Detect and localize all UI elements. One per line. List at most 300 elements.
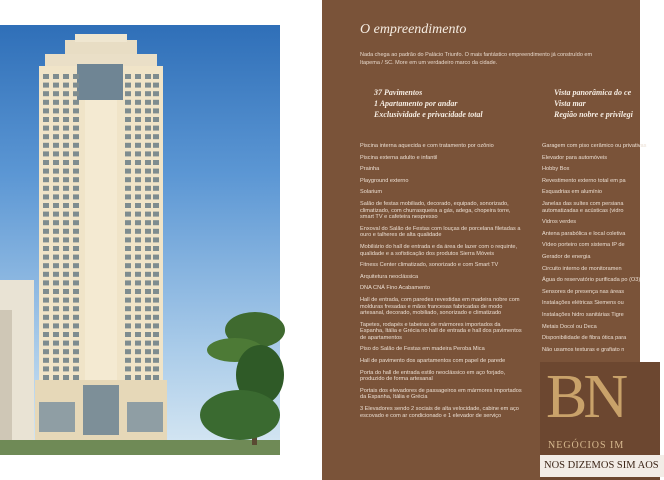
neighbor-building-shadow xyxy=(0,310,12,445)
window xyxy=(145,366,151,371)
window xyxy=(73,237,79,242)
window xyxy=(73,280,79,285)
window xyxy=(135,160,141,165)
feature-item: Solarium xyxy=(360,189,383,196)
feature-item: Hall de pavimento dos apartamentos com papel de parede xyxy=(360,358,506,365)
window xyxy=(43,349,49,354)
window xyxy=(135,91,141,96)
window xyxy=(63,349,69,354)
window xyxy=(125,169,131,174)
window xyxy=(125,366,131,371)
window xyxy=(63,143,69,148)
window xyxy=(73,332,79,337)
feature-item: Hall de entrada, com paredes revestidas em madeira nobre com molduras fresadas e mãos francesas fabricadas de modo artesanal, decorado, mobiliado, sonorizado e climatizado xyxy=(360,296,520,317)
window xyxy=(73,91,79,96)
tower-illustration xyxy=(35,40,167,440)
feature-item: 3 Elevadores sendo 2 sociais de alta velocidade, cabine em aço escovado e com ar condicionado e 1 elevador de serviço xyxy=(360,406,519,419)
window xyxy=(125,134,131,139)
window xyxy=(53,117,59,122)
window xyxy=(153,229,159,234)
window xyxy=(145,246,151,251)
window xyxy=(53,341,59,346)
window xyxy=(145,177,151,182)
window xyxy=(63,134,69,139)
window xyxy=(53,212,59,217)
intro-text: Nada chega ao padrão do Palácio Triunfo. O mais fantástico empreendimento já construído em Itapema / SC. More em um verdadeiro marco da cidade. xyxy=(360,52,593,66)
feature-item: Instalações elétricas Siemens ou xyxy=(542,300,624,307)
window xyxy=(73,74,79,79)
window xyxy=(43,100,49,105)
window xyxy=(153,212,159,217)
window xyxy=(125,194,131,199)
window xyxy=(43,306,49,311)
window xyxy=(145,220,151,225)
window xyxy=(73,375,79,380)
window xyxy=(63,83,69,88)
window xyxy=(153,160,159,165)
window xyxy=(73,220,79,225)
window xyxy=(63,272,69,277)
window xyxy=(63,229,69,234)
window xyxy=(125,237,131,242)
window xyxy=(53,323,59,328)
window xyxy=(135,246,141,251)
window xyxy=(135,194,141,199)
window xyxy=(125,349,131,354)
window xyxy=(63,263,69,268)
window xyxy=(63,298,69,303)
window xyxy=(145,375,151,380)
window xyxy=(145,349,151,354)
window xyxy=(43,91,49,96)
window xyxy=(53,246,59,251)
window xyxy=(73,117,79,122)
window xyxy=(153,315,159,320)
highlight-item: Vista mar xyxy=(554,99,586,108)
window xyxy=(43,246,49,251)
window xyxy=(53,375,59,380)
highlight-item: Região nobre e privilegi xyxy=(554,110,633,119)
window xyxy=(145,358,151,363)
info-panel xyxy=(322,0,659,480)
window xyxy=(145,332,151,337)
window xyxy=(43,177,49,182)
feature-item: Enxoval do Salão de Festas com louças de porcelana filetadas a ouro e talheres de alta qualidade xyxy=(360,225,521,239)
window xyxy=(125,332,131,337)
feature-item: Fitness Center climatizado, sonorizado e com Smart TV xyxy=(360,262,499,269)
window xyxy=(125,263,131,268)
window xyxy=(145,186,151,191)
window xyxy=(153,255,159,260)
window xyxy=(73,151,79,156)
window xyxy=(153,74,159,79)
window xyxy=(125,186,131,191)
window xyxy=(63,366,69,371)
window xyxy=(125,91,131,96)
window xyxy=(43,108,49,113)
feature-item: Revestimento externo total em pa xyxy=(542,177,626,184)
window xyxy=(135,177,141,182)
feature-item: Hobby Box xyxy=(542,166,570,173)
window xyxy=(53,151,59,156)
logo-tagline: NOS DIZEMOS SIM AOS xyxy=(540,455,664,477)
window xyxy=(63,169,69,174)
window xyxy=(53,100,59,105)
window xyxy=(135,272,141,277)
window xyxy=(53,289,59,294)
window xyxy=(125,375,131,380)
window xyxy=(43,255,49,260)
window xyxy=(125,298,131,303)
window xyxy=(73,83,79,88)
features-left-list xyxy=(360,143,525,424)
window xyxy=(73,255,79,260)
window xyxy=(153,246,159,251)
window xyxy=(145,108,151,113)
window xyxy=(145,280,151,285)
window xyxy=(135,229,141,234)
window xyxy=(145,341,151,346)
window xyxy=(63,289,69,294)
window xyxy=(153,169,159,174)
window xyxy=(73,289,79,294)
window xyxy=(73,160,79,165)
window xyxy=(53,134,59,139)
window xyxy=(135,108,141,113)
window xyxy=(73,134,79,139)
feature-item: Circuito interno de monitoramen xyxy=(542,265,622,272)
window xyxy=(43,186,49,191)
window xyxy=(43,117,49,122)
window xyxy=(63,332,69,337)
window xyxy=(145,315,151,320)
window xyxy=(145,298,151,303)
window xyxy=(125,255,131,260)
window xyxy=(145,212,151,217)
window xyxy=(153,108,159,113)
window xyxy=(63,212,69,217)
window xyxy=(125,323,131,328)
window xyxy=(43,229,49,234)
feature-item: Piso do Salão de Festas em madeira Peroba Mica xyxy=(360,346,485,353)
window xyxy=(135,100,141,105)
window xyxy=(43,134,49,139)
window xyxy=(53,126,59,131)
window xyxy=(53,237,59,242)
window xyxy=(63,255,69,260)
window xyxy=(153,349,159,354)
window xyxy=(153,298,159,303)
window xyxy=(153,263,159,268)
window xyxy=(43,203,49,208)
window xyxy=(63,117,69,122)
window xyxy=(73,246,79,251)
window xyxy=(43,280,49,285)
window xyxy=(145,160,151,165)
window xyxy=(153,203,159,208)
window xyxy=(53,332,59,337)
window xyxy=(43,83,49,88)
window xyxy=(43,143,49,148)
window xyxy=(153,186,159,191)
window xyxy=(125,229,131,234)
window xyxy=(153,358,159,363)
window xyxy=(135,255,141,260)
window xyxy=(43,263,49,268)
window xyxy=(125,74,131,79)
window xyxy=(63,306,69,311)
window xyxy=(135,237,141,242)
window xyxy=(43,341,49,346)
window xyxy=(73,306,79,311)
feature-item: Disponibilidade de fibra ótica para xyxy=(542,335,627,342)
window xyxy=(53,272,59,277)
highlight-item: Vista panorâmica do ce xyxy=(554,88,632,97)
window xyxy=(153,237,159,242)
feature-item: Playground externo xyxy=(360,177,409,184)
window xyxy=(153,143,159,148)
feature-item: Sensores de presença nas áreas xyxy=(542,288,625,295)
window xyxy=(145,203,151,208)
company-logo xyxy=(540,362,660,480)
feature-item: Mobiliário do hall de entrada e da área de lazer com o requinte, qualidade e a sofisticação dos produtos Sierra Móveis xyxy=(360,243,518,257)
window xyxy=(135,332,141,337)
feature-item: Metais Docol ou Deca xyxy=(542,323,597,330)
window xyxy=(153,272,159,277)
feature-item: Arquitetura neoclássica xyxy=(360,273,419,280)
window xyxy=(53,263,59,268)
highlight-item: 1 Apartamento por andar xyxy=(374,99,458,108)
window xyxy=(125,272,131,277)
window xyxy=(43,220,49,225)
window xyxy=(63,100,69,105)
window xyxy=(43,358,49,363)
window xyxy=(135,117,141,122)
window xyxy=(145,306,151,311)
window xyxy=(125,177,131,182)
window xyxy=(43,212,49,217)
window xyxy=(135,289,141,294)
window xyxy=(145,229,151,234)
window xyxy=(153,289,159,294)
window xyxy=(63,194,69,199)
window xyxy=(63,375,69,380)
window xyxy=(43,323,49,328)
window xyxy=(135,280,141,285)
window xyxy=(135,315,141,320)
feature-item: Gerador de energia xyxy=(542,253,591,260)
window xyxy=(125,341,131,346)
window xyxy=(153,91,159,96)
window xyxy=(43,237,49,242)
window xyxy=(53,298,59,303)
window xyxy=(145,272,151,277)
window xyxy=(53,229,59,234)
window xyxy=(73,100,79,105)
window xyxy=(63,341,69,346)
window xyxy=(153,126,159,131)
window xyxy=(53,366,59,371)
window xyxy=(63,220,69,225)
window xyxy=(153,151,159,156)
window xyxy=(43,74,49,79)
feature-item: Esquadrias em alumínio xyxy=(542,189,603,196)
window xyxy=(53,177,59,182)
window xyxy=(135,375,141,380)
window xyxy=(135,74,141,79)
window xyxy=(135,358,141,363)
window xyxy=(125,315,131,320)
window xyxy=(73,323,79,328)
window xyxy=(43,298,49,303)
window xyxy=(73,358,79,363)
window xyxy=(73,315,79,320)
page-title: O empreendimento xyxy=(360,22,467,37)
window xyxy=(135,134,141,139)
feature-item: DNA CNÁ Fino Acabamento xyxy=(360,285,430,292)
window xyxy=(145,83,151,88)
window xyxy=(53,280,59,285)
window xyxy=(135,341,141,346)
window xyxy=(63,160,69,165)
window xyxy=(145,134,151,139)
window xyxy=(63,186,69,191)
window xyxy=(135,263,141,268)
feature-item: Piscina externa adulto e infantil xyxy=(360,154,438,161)
window xyxy=(125,108,131,113)
window xyxy=(145,237,151,242)
window xyxy=(125,358,131,363)
window xyxy=(135,186,141,191)
highlight-item: 37 Pavimentos xyxy=(374,88,423,97)
window xyxy=(135,83,141,88)
window xyxy=(125,203,131,208)
window xyxy=(125,246,131,251)
window xyxy=(153,323,159,328)
window xyxy=(63,177,69,182)
logo-subtitle: NEGÓCIOS IM xyxy=(548,440,625,451)
window xyxy=(73,177,79,182)
window xyxy=(43,160,49,165)
window xyxy=(145,91,151,96)
window xyxy=(135,169,141,174)
window xyxy=(153,194,159,199)
window xyxy=(145,289,151,294)
window xyxy=(125,143,131,148)
window xyxy=(53,203,59,208)
window xyxy=(73,126,79,131)
window xyxy=(125,306,131,311)
window xyxy=(73,212,79,217)
window xyxy=(145,194,151,199)
feature-item: Tapetes, rodapés e tabeiras de mármores importados da Espanha, Itália e Grécia no hall de entrada e hall dos pavimentos de apartamentos xyxy=(360,321,522,341)
window xyxy=(63,91,69,96)
window xyxy=(135,151,141,156)
window xyxy=(43,151,49,156)
window xyxy=(43,315,49,320)
window xyxy=(43,375,49,380)
window xyxy=(135,298,141,303)
window xyxy=(145,100,151,105)
window xyxy=(43,194,49,199)
window xyxy=(53,143,59,148)
window xyxy=(63,246,69,251)
window xyxy=(73,229,79,234)
highlights-right xyxy=(554,87,633,120)
window xyxy=(73,263,79,268)
feature-item: Vídeo porteiro com sistema IP de xyxy=(542,242,625,249)
window xyxy=(53,255,59,260)
window xyxy=(153,375,159,380)
building-photo xyxy=(0,0,322,480)
window xyxy=(125,83,131,88)
window xyxy=(125,160,131,165)
window xyxy=(53,220,59,225)
window xyxy=(73,169,79,174)
window xyxy=(153,177,159,182)
window xyxy=(53,186,59,191)
window xyxy=(153,366,159,371)
window xyxy=(125,126,131,131)
window xyxy=(145,151,151,156)
window xyxy=(53,349,59,354)
window xyxy=(53,160,59,165)
window xyxy=(53,194,59,199)
feature-item: Garagem com piso cerâmico ou privativas xyxy=(542,143,647,149)
window xyxy=(53,306,59,311)
window xyxy=(63,237,69,242)
window xyxy=(135,349,141,354)
window xyxy=(145,255,151,260)
feature-item: Vidros verdes xyxy=(542,219,577,226)
window xyxy=(73,349,79,354)
window xyxy=(63,203,69,208)
feature-item: Não usamos texturas e grafiato n xyxy=(542,346,625,353)
feature-item: Instalações hidro sanitárias Tigre xyxy=(542,311,624,318)
window xyxy=(145,126,151,131)
window xyxy=(153,220,159,225)
window xyxy=(135,306,141,311)
window xyxy=(145,169,151,174)
window xyxy=(63,151,69,156)
feature-item: Salão de festas mobiliado, decorado, equipado, sonorizado, climatizado, com churrasqueira a gás, adega, chopeira torre, smart TV e cafeteira nespresso xyxy=(360,200,511,221)
window xyxy=(43,289,49,294)
feature-item: Água do reservatório purificada po (O3) xyxy=(542,277,641,284)
window xyxy=(73,194,79,199)
window xyxy=(135,366,141,371)
window xyxy=(135,212,141,217)
window xyxy=(125,117,131,122)
feature-item: Piscina interna aquecida e com tratamento por ozônio xyxy=(360,143,494,149)
feature-item: Portais dos elevadores de passageiros em mármores importados da Espanha, Itália e Grécia xyxy=(360,387,522,401)
window xyxy=(63,280,69,285)
window xyxy=(43,169,49,174)
window xyxy=(153,280,159,285)
window xyxy=(145,143,151,148)
window xyxy=(145,263,151,268)
window xyxy=(43,366,49,371)
features-right-list xyxy=(542,143,652,358)
window xyxy=(153,117,159,122)
window xyxy=(153,306,159,311)
window xyxy=(135,143,141,148)
feature-item: Janelas das suítes com persiana automatizadas e acústicas (vidro xyxy=(542,200,624,214)
window xyxy=(145,323,151,328)
window xyxy=(135,203,141,208)
window xyxy=(53,108,59,113)
window xyxy=(73,143,79,148)
window xyxy=(63,323,69,328)
